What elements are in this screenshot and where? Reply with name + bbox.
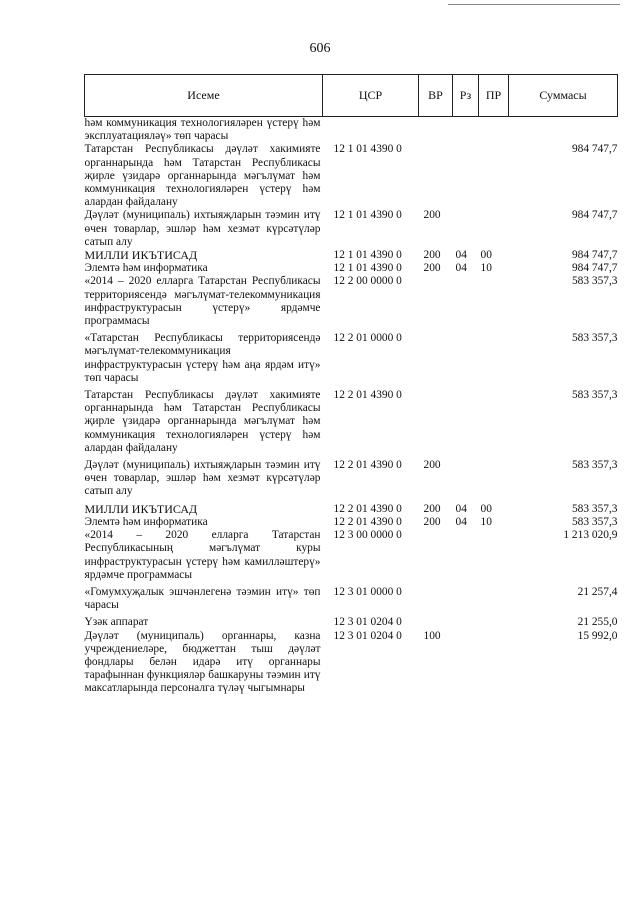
row-name: Дәүләт (муниципаль) ихтыяҗларын тәэмин итү өчен товарлар, эшләр һәм хезмәт күрсәтүләр сатып алу xyxy=(84,209,321,248)
row-vr xyxy=(419,328,453,385)
row-name: «Гомумхуҗалык эшчәнлегенә тәэмин итү» төп чарасы xyxy=(84,585,321,612)
row-csr: 12 2 00 0000 0 xyxy=(333,275,402,288)
row-name: МИЛЛИ ИКЪТИСАД xyxy=(84,501,198,516)
row-csr: 12 1 01 4390 0 xyxy=(333,143,402,156)
row-csr: 12 3 00 0000 0 xyxy=(333,529,402,542)
table-row xyxy=(85,630,618,696)
row-pr: 00 xyxy=(480,249,492,262)
row-csr: 12 3 01 0000 0 xyxy=(333,585,402,598)
row-vr: 200 xyxy=(423,209,441,222)
table-row xyxy=(85,328,618,385)
row-rz xyxy=(453,529,479,582)
row-pr xyxy=(479,455,509,499)
row-vr: 100 xyxy=(423,629,441,642)
row-pr xyxy=(479,209,509,249)
header-pr: ПР xyxy=(479,75,509,117)
page-number: 606 xyxy=(309,41,331,56)
budget-table xyxy=(84,74,618,696)
row-rz: 04 xyxy=(455,249,467,262)
row-name: Элемтә һәм информатика xyxy=(84,262,208,275)
row-rz xyxy=(453,385,479,455)
row-vr xyxy=(419,275,453,328)
row-rz xyxy=(453,117,479,144)
top-rule xyxy=(448,4,620,5)
row-pr xyxy=(479,385,509,455)
row-vr xyxy=(419,612,453,629)
table-row xyxy=(85,249,618,262)
row-rz xyxy=(453,328,479,385)
table-row xyxy=(85,143,618,209)
row-csr: 12 2 01 4390 0 xyxy=(333,389,402,402)
row-name: Үзәк аппарат xyxy=(84,616,149,629)
table-header-row xyxy=(85,75,618,117)
row-sum: 583 357,3 xyxy=(571,275,618,288)
row-name: Дәүләт (муниципаль) ихтыяҗларын тәэмин итү өчен товарлар, эшләр һәм хезмәт күрсәтүләр сатып алу xyxy=(84,459,321,498)
row-vr xyxy=(419,117,453,144)
row-pr xyxy=(479,630,509,696)
table-row xyxy=(85,385,618,455)
table-row xyxy=(85,117,618,144)
row-sum: 583 357,3 xyxy=(571,515,618,528)
header-vr: ВР xyxy=(419,75,453,117)
row-csr: 12 2 01 4390 0 xyxy=(333,502,402,515)
row-sum: 21 257,4 xyxy=(577,585,618,598)
row-vr: 200 xyxy=(423,502,441,515)
row-sum: 984 747,7 xyxy=(571,262,618,275)
table-row xyxy=(85,529,618,582)
row-pr xyxy=(479,612,509,629)
table-row xyxy=(85,209,618,249)
row-sum: 583 357,3 xyxy=(571,389,618,402)
row-rz xyxy=(453,455,479,499)
row-pr: 00 xyxy=(480,502,492,515)
header-rz: Рз xyxy=(453,75,479,117)
row-rz xyxy=(453,612,479,629)
row-csr: 12 1 01 4390 0 xyxy=(333,209,402,222)
row-pr xyxy=(479,582,509,612)
header-sum: Суммасы xyxy=(509,75,618,117)
row-name: «2014 – 2020 елларга Татарстан Республикасының мәгълүмат куры инфраструктурасын үстерү һәм камилләштерү» ярдәмче программасы xyxy=(84,529,321,581)
header-csr: ЦСР xyxy=(323,75,419,117)
row-pr xyxy=(479,143,509,209)
row-pr: 10 xyxy=(480,262,492,275)
row-csr: 12 2 01 4390 0 xyxy=(333,515,402,528)
row-vr xyxy=(419,529,453,582)
row-rz xyxy=(453,209,479,249)
row-pr xyxy=(479,275,509,328)
row-sum: 984 747,7 xyxy=(571,143,618,156)
table-row xyxy=(85,612,618,629)
row-csr: 12 3 01 0204 0 xyxy=(333,616,402,629)
row-rz xyxy=(453,582,479,612)
row-vr: 200 xyxy=(423,515,441,528)
row-name: Татарстан Республикасы дәүләт хакимияте органнарында һәм Татарстан Республикасы җирле үзидарә органнарында мәгълүмат һәм коммуникация технологияләрен үстерү һәм алардан файдалану xyxy=(84,143,321,209)
row-pr: 10 xyxy=(480,515,492,528)
row-sum: 984 747,7 xyxy=(571,249,618,262)
row-vr xyxy=(419,582,453,612)
row-name: МИЛЛИ ИКЪТИСАД xyxy=(84,248,198,263)
row-sum: 984 747,7 xyxy=(571,209,618,222)
row-rz xyxy=(453,630,479,696)
table-row xyxy=(85,516,618,529)
row-sum: 15 992,0 xyxy=(577,629,618,642)
row-vr: 200 xyxy=(423,249,441,262)
row-csr xyxy=(323,117,419,144)
row-csr: 12 1 01 4390 0 xyxy=(333,249,402,262)
row-sum xyxy=(509,117,618,144)
table-row xyxy=(85,582,618,612)
row-name: Элемтә һәм информатика xyxy=(84,515,208,528)
row-pr xyxy=(479,328,509,385)
table-row xyxy=(85,499,618,516)
row-name: «Татарстан Республикасы территориясендә мәгълүмат-телекоммуникация инфраструктурасын үстерү һәм аңа ярдәм итү» төп чарасы xyxy=(84,332,321,384)
row-name: Дәүләт (муниципаль) органнары, казна учреждениеләре, бюджеттан тыш дәүләт фондлары белән идарә итү органнары тарафыннан функцияләр башкаруны тәэмин итү максатларында персоналга түләү чыгымнары xyxy=(84,629,321,695)
row-vr: 200 xyxy=(423,459,441,472)
row-sum: 583 357,3 xyxy=(571,502,618,515)
table-row xyxy=(85,275,618,328)
row-sum: 1 213 020,9 xyxy=(563,529,618,542)
table-row xyxy=(85,262,618,275)
row-pr xyxy=(479,117,509,144)
table-row xyxy=(85,455,618,499)
row-vr: 200 xyxy=(423,262,441,275)
row-csr: 12 3 01 0204 0 xyxy=(333,629,402,642)
row-csr: 12 2 01 4390 0 xyxy=(333,459,402,472)
row-rz: 04 xyxy=(455,262,467,275)
row-rz: 04 xyxy=(455,502,467,515)
row-name: Татарстан Республикасы дәүләт хакимияте органнарында һәм Татарстан Республикасы җирле үзидарә органнарында мәгълүмат һәм коммуникация технологияләрен үстерү һәм алардан файдалану xyxy=(84,389,321,454)
row-sum: 583 357,3 xyxy=(571,459,618,472)
row-sum: 21 255,0 xyxy=(577,616,618,629)
row-pr xyxy=(479,529,509,582)
row-csr: 12 1 01 4390 0 xyxy=(333,262,402,275)
row-name: һәм коммуникация технологияләрен үстерү һәм эксплуатацияләү» төп чарасы xyxy=(84,117,321,143)
row-csr: 12 2 01 0000 0 xyxy=(333,332,402,345)
row-sum: 583 357,3 xyxy=(571,332,618,345)
header-name: Исеме xyxy=(85,75,323,117)
row-rz xyxy=(453,275,479,328)
row-name: «2014 – 2020 елларга Татарстан Республикасы территориясендә мәгълүмат-телекоммуникация инфраструктурасын үстерү» ярдәмче программасы xyxy=(84,275,321,328)
row-rz: 04 xyxy=(455,515,467,528)
row-vr xyxy=(419,143,453,209)
row-vr xyxy=(419,385,453,455)
row-rz xyxy=(453,143,479,209)
